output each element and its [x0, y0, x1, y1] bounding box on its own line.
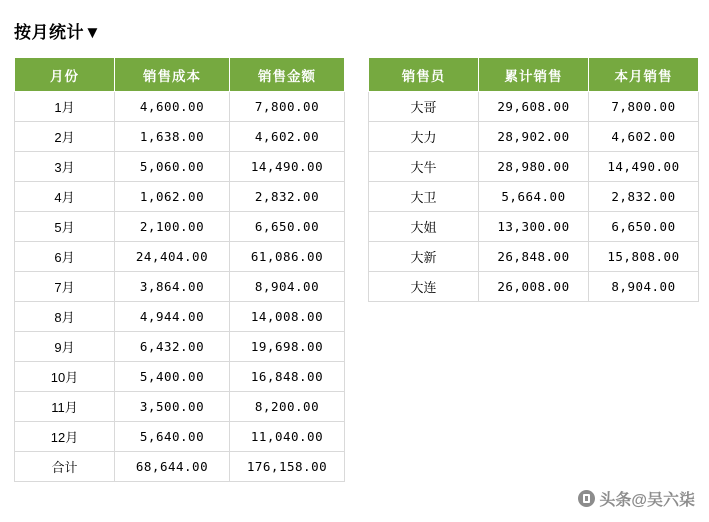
cell-sales-cost: 5,640.00 [115, 422, 230, 452]
cell-cumulative-sales: 26,848.00 [479, 242, 589, 272]
cell-sales-amount: 11,040.00 [230, 422, 345, 452]
cell-month: 6月 [15, 242, 115, 272]
cell-salesperson: 大哥 [369, 92, 479, 122]
cell-month: 10月 [15, 362, 115, 392]
cell-month-sales: 14,490.00 [589, 152, 699, 182]
table-row [369, 152, 699, 182]
cell-month-sales: 7,800.00 [589, 92, 699, 122]
cell-cumulative-sales: 28,902.00 [479, 122, 589, 152]
salesperson-statistics-table [368, 57, 699, 302]
table-row [15, 332, 345, 362]
table-row [369, 212, 699, 242]
cell-month-sales: 15,808.00 [589, 242, 699, 272]
cell-total-label: 合计 [15, 452, 115, 482]
column-header-cumulative-sales: 累计销售 [479, 58, 589, 92]
cell-month: 7月 [15, 272, 115, 302]
cell-sales-cost: 3,500.00 [115, 392, 230, 422]
cell-month-sales: 2,832.00 [589, 182, 699, 212]
cell-salesperson: 大连 [369, 272, 479, 302]
cell-salesperson: 大新 [369, 242, 479, 272]
table-row [15, 302, 345, 332]
table-row [15, 122, 345, 152]
cell-cumulative-sales: 13,300.00 [479, 212, 589, 242]
cell-sales-amount: 16,848.00 [230, 362, 345, 392]
page-title: 按月统计▼ [14, 23, 102, 42]
cell-sales-amount: 61,086.00 [230, 242, 345, 272]
table-row-total [15, 452, 345, 482]
cell-month-sales: 4,602.00 [589, 122, 699, 152]
cell-sales-cost: 4,600.00 [115, 92, 230, 122]
cell-salesperson: 大姐 [369, 212, 479, 242]
cell-total-sales-cost: 68,644.00 [115, 452, 230, 482]
cell-sales-amount: 14,008.00 [230, 302, 345, 332]
column-header-sales-cost: 销售成本 [115, 58, 230, 92]
table-row [15, 272, 345, 302]
cell-sales-amount: 6,650.00 [230, 212, 345, 242]
watermark-text: 头条@吴六柒 [599, 492, 695, 509]
cell-cumulative-sales: 28,980.00 [479, 152, 589, 182]
cell-month: 9月 [15, 332, 115, 362]
column-header-month: 月份 [15, 58, 115, 92]
cell-salesperson: 大力 [369, 122, 479, 152]
table-row [369, 272, 699, 302]
cell-sales-amount: 4,602.00 [230, 122, 345, 152]
table-header-row [15, 58, 345, 92]
cell-sales-cost: 1,062.00 [115, 182, 230, 212]
table-row [15, 182, 345, 212]
table-row [15, 242, 345, 272]
cell-sales-amount: 7,800.00 [230, 92, 345, 122]
cell-cumulative-sales: 5,664.00 [479, 182, 589, 212]
cell-month: 5月 [15, 212, 115, 242]
cell-sales-amount: 8,904.00 [230, 272, 345, 302]
cell-sales-cost: 3,864.00 [115, 272, 230, 302]
table-row [15, 212, 345, 242]
toutiao-logo-icon [578, 490, 595, 507]
table-row [369, 92, 699, 122]
cell-sales-amount: 19,698.00 [230, 332, 345, 362]
cell-month: 2月 [15, 122, 115, 152]
table-row [15, 92, 345, 122]
cell-sales-amount: 8,200.00 [230, 392, 345, 422]
cell-sales-cost: 24,404.00 [115, 242, 230, 272]
cell-sales-cost: 4,944.00 [115, 302, 230, 332]
cell-month: 4月 [15, 182, 115, 212]
cell-month: 12月 [15, 422, 115, 452]
watermark [578, 487, 695, 510]
cell-month: 11月 [15, 392, 115, 422]
table-row [15, 392, 345, 422]
column-header-salesperson: 销售员 [369, 58, 479, 92]
table-header-row [369, 58, 699, 92]
cell-month-sales: 8,904.00 [589, 272, 699, 302]
cell-sales-cost: 5,060.00 [115, 152, 230, 182]
table-row [15, 362, 345, 392]
column-header-sales-amount: 销售金额 [230, 58, 345, 92]
column-header-month-sales: 本月销售 [589, 58, 699, 92]
cell-salesperson: 大牛 [369, 152, 479, 182]
cell-sales-cost: 5,400.00 [115, 362, 230, 392]
cell-sales-cost: 6,432.00 [115, 332, 230, 362]
cell-salesperson: 大卫 [369, 182, 479, 212]
cell-month: 8月 [15, 302, 115, 332]
cell-month: 1月 [15, 92, 115, 122]
cell-sales-cost: 1,638.00 [115, 122, 230, 152]
cell-sales-amount: 2,832.00 [230, 182, 345, 212]
table-row [369, 242, 699, 272]
cell-month-sales: 6,650.00 [589, 212, 699, 242]
table-row [15, 152, 345, 182]
cell-cumulative-sales: 26,008.00 [479, 272, 589, 302]
cell-total-sales-amount: 176,158.00 [230, 452, 345, 482]
table-row [369, 122, 699, 152]
cell-sales-cost: 2,100.00 [115, 212, 230, 242]
cell-sales-amount: 14,490.00 [230, 152, 345, 182]
table-row [15, 422, 345, 452]
table-row [369, 182, 699, 212]
cell-month: 3月 [15, 152, 115, 182]
monthly-statistics-table [14, 57, 345, 482]
cell-cumulative-sales: 29,608.00 [479, 92, 589, 122]
tables-container [14, 57, 699, 482]
